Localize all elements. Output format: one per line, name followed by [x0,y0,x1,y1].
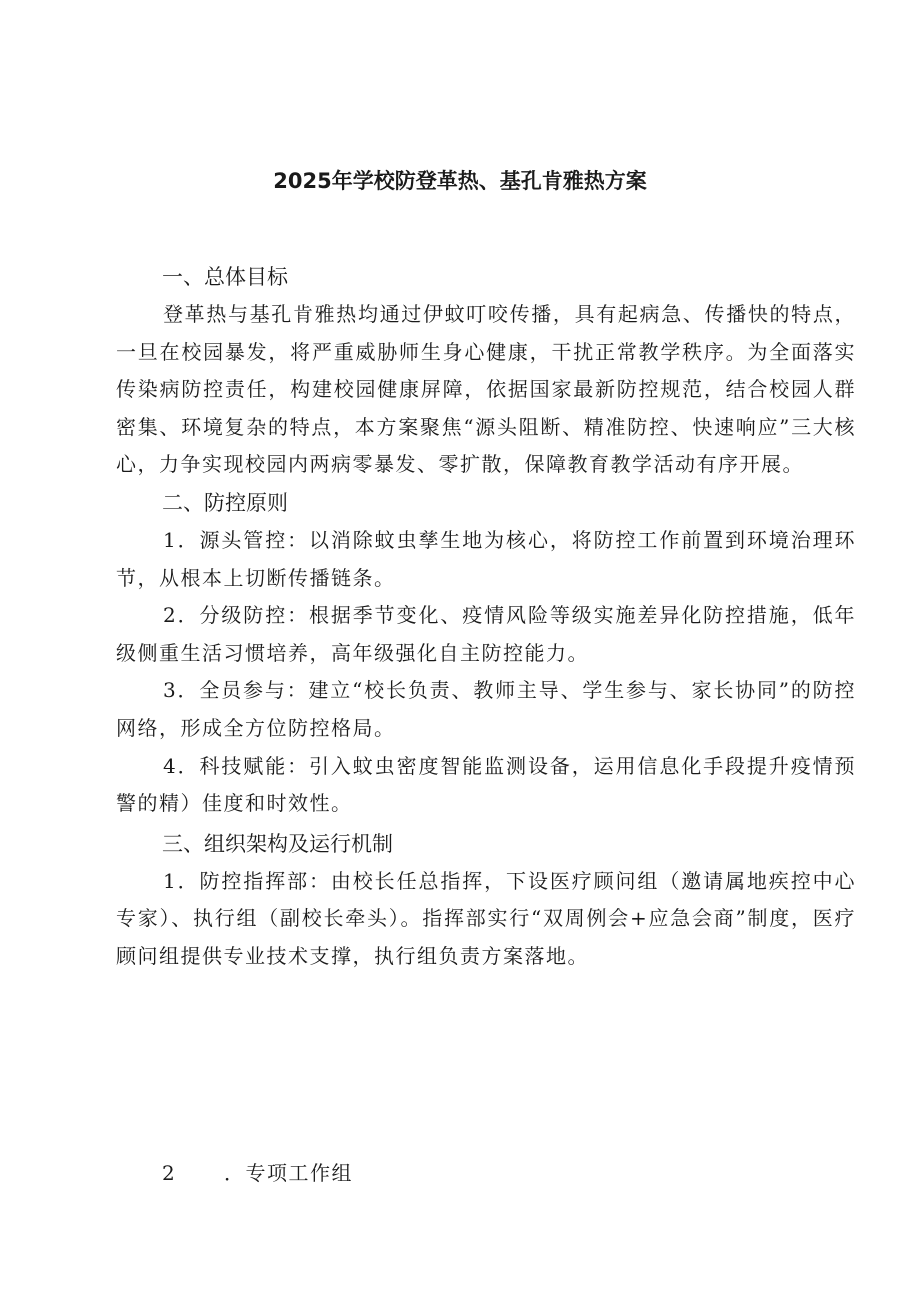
paragraph-organization-1: 1．防控指挥部：由校长任总指挥，下设医疗顾问组（邀请属地疾控中心专家）、执行组（副校长牵头）。指挥部实行“双周例会+应急会商”制度，医疗顾问组提供专业技术支撑，执行组负责方案落地。 [116,868,856,968]
section-heading-goals: 一、总体目标 [162,265,288,289]
section-heading-principles: 二、防控原则 [162,490,288,515]
document-body [116,258,856,976]
paragraph-principle-2: 2．分级防控：根据季节变化、疫情风险等级实施差异化防控措施，低年级侧重生活习惯培养，高年级强化自主防控能力。 [116,603,856,665]
paragraph-principle-4: 4．科技赋能：引入蚊虫密度智能监测设备，运用信息化手段提升疫情预警的精）佳度和时效性。 [116,753,856,816]
document-title: 2025年学校防登革热、基孔肯雅热方案 [273,169,647,193]
section-heading-organization: 三、组织架构及运行机制 [162,831,393,856]
paragraph-principle-1: 1．源头管控：以消除蚊虫孳生地为核心，将防控工作前置到环境治理环节，从根本上切断传播链条。 [116,527,856,590]
trailing-item-number: 2 [162,1161,177,1185]
paragraph-principle-3: 3．全员参与：建立“校长负责、教师主导、学生参与、家长协同”的防控网络，形成全方位防控格局。 [116,678,856,740]
trailing-item-text: ．专项工作组 [224,1161,353,1185]
paragraph-goals: 登革热与基孔肯雅热均通过伊蚊叮咬传播，具有起病急、传播快的特点，一旦在校园暴发，将严重威胁师生身心健康，干扰正常教学秩序。为全面落实传染病防控责任，构建校园健康屏障，依据国家最新防控规范，结合校园人群密集、环境复杂的特点，本方案聚焦“源头阻断、精准防控、快速响应”三大核心，力争实现校园内两病零暴发、零扩散，保障教育教学活动有序开展。 [116,302,856,477]
trailing-list-item [162,1156,353,1190]
